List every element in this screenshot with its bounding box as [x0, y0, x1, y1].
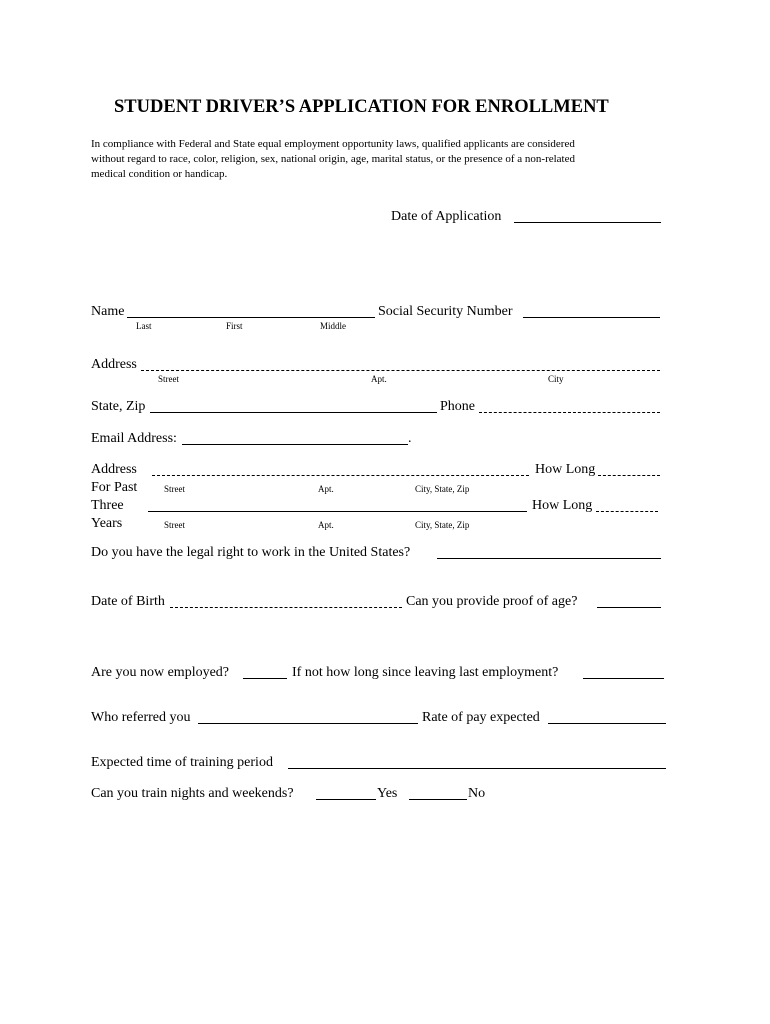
past-address-label-4: Years [91, 516, 123, 531]
past-address-2-sub-street: Street [164, 520, 185, 530]
referred-field[interactable] [198, 723, 418, 724]
how-long-1-label: How Long [535, 462, 596, 477]
past-address-label-2: For Past [91, 480, 138, 495]
name-sub-first: First [226, 321, 243, 331]
address-sub-apt: Apt. [371, 374, 387, 384]
past-address-1-sub-street: Street [164, 484, 185, 494]
proof-of-age-label: Can you provide proof of age? [406, 594, 578, 609]
notice-line-3: medical condition or handicap. [91, 168, 228, 180]
since-leaving-label: If not how long since leaving last employment? [292, 665, 559, 680]
name-sub-middle: Middle [320, 321, 346, 331]
no-label: No [468, 786, 486, 801]
name-label: Name [91, 304, 125, 319]
state-zip-label: State, Zip [91, 399, 146, 414]
no-field[interactable] [409, 799, 467, 800]
phone-label: Phone [440, 399, 475, 414]
past-address-1-field[interactable] [152, 475, 529, 476]
email-tail: . [408, 431, 412, 446]
past-address-2-field[interactable] [148, 511, 527, 512]
address-sub-street: Street [158, 374, 179, 384]
employed-field[interactable] [243, 678, 287, 679]
rate-of-pay-label: Rate of pay expected [422, 710, 540, 725]
legal-right-field[interactable] [437, 558, 661, 559]
nights-weekends-label: Can you train nights and weekends? [91, 786, 294, 801]
form-title: STUDENT DRIVER’S APPLICATION FOR ENROLLMENT [114, 97, 609, 117]
rate-of-pay-field[interactable] [548, 723, 666, 724]
past-address-2-sub-city: City, State, Zip [415, 520, 470, 530]
dob-field[interactable] [170, 607, 402, 608]
how-long-1-field[interactable] [598, 475, 660, 476]
training-period-field[interactable] [288, 768, 666, 769]
past-address-1-sub-apt: Apt. [318, 484, 334, 494]
past-address-label-1: Address [91, 462, 137, 477]
email-label: Email Address: [91, 431, 177, 446]
training-period-label: Expected time of training period [91, 755, 273, 770]
notice-line-2: without regard to race, color, religion, sex, national origin, age, marital status, or the presence of a non-related [91, 153, 575, 165]
address-field[interactable] [141, 370, 660, 371]
state-zip-field[interactable] [150, 412, 437, 413]
dob-label: Date of Birth [91, 594, 165, 609]
name-sub-last: Last [136, 321, 152, 331]
proof-of-age-field[interactable] [597, 607, 661, 608]
how-long-2-field[interactable] [596, 511, 658, 512]
yes-field[interactable] [316, 799, 376, 800]
since-leaving-field[interactable] [583, 678, 664, 679]
phone-field[interactable] [479, 412, 660, 413]
address-sub-city: City [548, 374, 564, 384]
date-of-application-label: Date of Application [391, 209, 502, 224]
past-address-2-sub-apt: Apt. [318, 520, 334, 530]
name-field[interactable] [127, 317, 375, 318]
address-label: Address [91, 357, 137, 372]
ssn-label: Social Security Number [378, 304, 513, 319]
notice-line-1: In compliance with Federal and State equal employment opportunity laws, qualified applicants are considered [91, 138, 575, 150]
past-address-label-3: Three [91, 498, 124, 513]
how-long-2-label: How Long [532, 498, 593, 513]
employed-label: Are you now employed? [91, 665, 230, 680]
date-of-application-field[interactable] [514, 222, 661, 223]
past-address-1-sub-city: City, State, Zip [415, 484, 470, 494]
email-field[interactable] [182, 444, 408, 445]
legal-right-label: Do you have the legal right to work in the United States? [91, 545, 411, 560]
yes-label: Yes [377, 786, 398, 801]
referred-label: Who referred you [91, 710, 191, 725]
ssn-field[interactable] [523, 317, 660, 318]
